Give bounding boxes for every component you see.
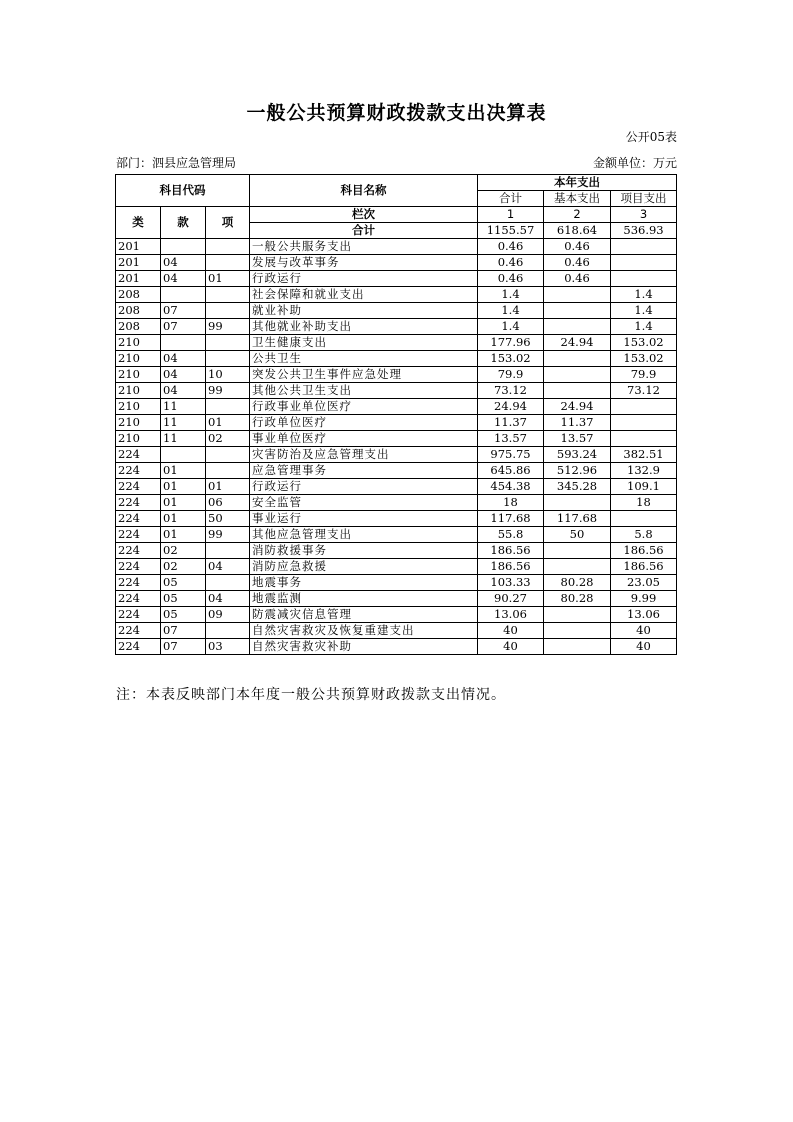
row-total: 73.12	[478, 383, 544, 399]
row-project: 13.06	[611, 607, 677, 623]
expenditure-table	[115, 174, 677, 655]
row-lei-code: 210	[116, 399, 161, 415]
row-basic: 593.24	[544, 447, 611, 463]
row-total: 103.33	[478, 575, 544, 591]
table-row	[116, 543, 677, 559]
row-total: 0.46	[478, 271, 544, 287]
row-subject-name: 事业运行	[250, 511, 478, 527]
row-subject-name: 社会保障和就业支出	[250, 287, 478, 303]
row-xiang-code	[206, 575, 250, 591]
row-xiang-code: 99	[206, 383, 250, 399]
summary-project: 536.93	[611, 223, 677, 239]
table-row	[116, 559, 677, 575]
row-xiang-code	[206, 447, 250, 463]
row-xiang-code	[206, 239, 250, 255]
row-project: 109.1	[611, 479, 677, 495]
row-subject-name: 消防救援事务	[250, 543, 478, 559]
row-lei-code: 224	[116, 447, 161, 463]
row-total: 177.96	[478, 335, 544, 351]
row-lei-code: 210	[116, 335, 161, 351]
row-xiang-code: 06	[206, 495, 250, 511]
row-basic	[544, 303, 611, 319]
row-kuan-code: 05	[161, 575, 206, 591]
row-total: 1.4	[478, 287, 544, 303]
row-xiang-code: 10	[206, 367, 250, 383]
row-kuan-code: 01	[161, 495, 206, 511]
row-total: 645.86	[478, 463, 544, 479]
row-xiang-code: 01	[206, 479, 250, 495]
header-col-2: 2	[544, 207, 611, 223]
amount-unit-label: 金额单位：万元	[592, 156, 677, 170]
row-kuan-code: 07	[161, 303, 206, 319]
row-kuan-code: 01	[161, 511, 206, 527]
row-kuan-code	[161, 287, 206, 303]
table-row	[116, 303, 677, 319]
department-label: 部门：泗县应急管理局	[116, 156, 237, 170]
row-kuan-code: 05	[161, 607, 206, 623]
row-project: 73.12	[611, 383, 677, 399]
row-xiang-code	[206, 335, 250, 351]
row-project: 9.99	[611, 591, 677, 607]
row-total: 975.75	[478, 447, 544, 463]
row-kuan-code: 11	[161, 431, 206, 447]
row-subject-name: 行政单位医疗	[250, 415, 478, 431]
table-row	[116, 607, 677, 623]
row-basic: 24.94	[544, 335, 611, 351]
table-row	[116, 239, 677, 255]
table-row	[116, 367, 677, 383]
header-xiang: 项	[206, 207, 250, 239]
row-basic	[544, 559, 611, 575]
row-project: 18	[611, 495, 677, 511]
row-subject-name: 安全监管	[250, 495, 478, 511]
row-total: 186.56	[478, 543, 544, 559]
row-kuan-code	[161, 335, 206, 351]
row-project: 382.51	[611, 447, 677, 463]
row-kuan-code: 05	[161, 591, 206, 607]
row-kuan-code: 04	[161, 383, 206, 399]
row-lei-code: 210	[116, 367, 161, 383]
row-lei-code: 224	[116, 479, 161, 495]
row-xiang-code	[206, 399, 250, 415]
row-basic	[544, 383, 611, 399]
row-subject-name: 应急管理事务	[250, 463, 478, 479]
header-lei: 类	[116, 207, 161, 239]
row-xiang-code	[206, 255, 250, 271]
row-total: 117.68	[478, 511, 544, 527]
table-row	[116, 527, 677, 543]
table-row	[116, 271, 677, 287]
row-project	[611, 511, 677, 527]
row-subject-name: 行政事业单位医疗	[250, 399, 478, 415]
row-kuan-code: 04	[161, 271, 206, 287]
summary-basic: 618.64	[544, 223, 611, 239]
table-row	[116, 431, 677, 447]
row-subject-name: 其他公共卫生支出	[250, 383, 478, 399]
row-total: 79.9	[478, 367, 544, 383]
row-basic: 512.96	[544, 463, 611, 479]
row-total: 90.27	[478, 591, 544, 607]
header-col-3: 3	[611, 207, 677, 223]
row-basic	[544, 623, 611, 639]
row-subject-name: 自然灾害救灾补助	[250, 639, 478, 655]
row-total: 1.4	[478, 319, 544, 335]
row-lei-code: 224	[116, 559, 161, 575]
row-kuan-code	[161, 239, 206, 255]
row-xiang-code	[206, 463, 250, 479]
row-subject-name: 其他就业补助支出	[250, 319, 478, 335]
row-kuan-code: 04	[161, 351, 206, 367]
row-project: 1.4	[611, 287, 677, 303]
row-subject-name: 自然灾害救灾及恢复重建支出	[250, 623, 478, 639]
header-project: 项目支出	[611, 191, 677, 207]
row-kuan-code: 04	[161, 367, 206, 383]
row-total: 0.46	[478, 239, 544, 255]
table-row	[116, 479, 677, 495]
row-lei-code: 224	[116, 543, 161, 559]
row-basic: 24.94	[544, 399, 611, 415]
page-title: 一般公共预算财政拨款支出决算表	[246, 102, 547, 124]
row-lei-code: 208	[116, 319, 161, 335]
row-subject-name: 行政运行	[250, 271, 478, 287]
row-total: 153.02	[478, 351, 544, 367]
row-subject-name: 地震监测	[250, 591, 478, 607]
row-subject-name: 消防应急救援	[250, 559, 478, 575]
table-row	[116, 335, 677, 351]
row-lei-code: 208	[116, 303, 161, 319]
row-basic: 13.57	[544, 431, 611, 447]
row-basic: 11.37	[544, 415, 611, 431]
row-basic	[544, 639, 611, 655]
row-project: 40	[611, 639, 677, 655]
row-subject-name: 公共卫生	[250, 351, 478, 367]
row-basic	[544, 367, 611, 383]
table-row	[116, 255, 677, 271]
row-xiang-code	[206, 623, 250, 639]
row-basic	[544, 543, 611, 559]
row-total: 18	[478, 495, 544, 511]
row-kuan-code: 04	[161, 255, 206, 271]
row-project: 1.4	[611, 303, 677, 319]
row-project	[611, 399, 677, 415]
row-kuan-code: 02	[161, 559, 206, 575]
row-kuan-code: 01	[161, 527, 206, 543]
row-xiang-code: 01	[206, 415, 250, 431]
row-lei-code: 201	[116, 255, 161, 271]
row-project: 153.02	[611, 335, 677, 351]
row-basic	[544, 351, 611, 367]
row-subject-name: 防震减灾信息管理	[250, 607, 478, 623]
row-lei-code: 224	[116, 623, 161, 639]
header-subject-name: 科目名称	[250, 175, 478, 207]
table-row	[116, 415, 677, 431]
header-current-year: 本年支出	[478, 175, 677, 191]
row-xiang-code: 99	[206, 527, 250, 543]
row-project	[611, 271, 677, 287]
row-project: 23.05	[611, 575, 677, 591]
row-project: 153.02	[611, 351, 677, 367]
row-xiang-code: 99	[206, 319, 250, 335]
row-lei-code: 210	[116, 383, 161, 399]
row-project: 5.8	[611, 527, 677, 543]
row-total: 186.56	[478, 559, 544, 575]
header-column-order: 栏次	[250, 207, 478, 223]
table-row	[116, 511, 677, 527]
row-lei-code: 224	[116, 639, 161, 655]
row-basic: 0.46	[544, 271, 611, 287]
row-kuan-code: 07	[161, 319, 206, 335]
table-row	[116, 575, 677, 591]
row-basic	[544, 319, 611, 335]
row-project	[611, 415, 677, 431]
summary-label: 合计	[250, 223, 478, 239]
row-total: 1.4	[478, 303, 544, 319]
table-row	[116, 399, 677, 415]
row-lei-code: 224	[116, 511, 161, 527]
row-project	[611, 239, 677, 255]
table-row	[116, 639, 677, 655]
row-kuan-code	[161, 447, 206, 463]
table-row	[116, 319, 677, 335]
header-basic: 基本支出	[544, 191, 611, 207]
row-kuan-code: 07	[161, 639, 206, 655]
row-lei-code: 224	[116, 575, 161, 591]
row-xiang-code	[206, 543, 250, 559]
row-basic	[544, 287, 611, 303]
row-lei-code: 224	[116, 495, 161, 511]
row-subject-name: 灾害防治及应急管理支出	[250, 447, 478, 463]
row-lei-code: 208	[116, 287, 161, 303]
row-project	[611, 431, 677, 447]
row-lei-code: 224	[116, 463, 161, 479]
row-basic	[544, 607, 611, 623]
row-total: 55.8	[478, 527, 544, 543]
row-total: 40	[478, 623, 544, 639]
row-total: 13.06	[478, 607, 544, 623]
form-number: 公开05表	[625, 130, 677, 144]
row-project: 79.9	[611, 367, 677, 383]
row-kuan-code: 11	[161, 399, 206, 415]
row-xiang-code: 01	[206, 271, 250, 287]
row-xiang-code: 04	[206, 591, 250, 607]
row-subject-name: 其他应急管理支出	[250, 527, 478, 543]
header-kuan: 款	[161, 207, 206, 239]
row-total: 454.38	[478, 479, 544, 495]
row-basic: 50	[544, 527, 611, 543]
header-col-1: 1	[478, 207, 544, 223]
row-project: 1.4	[611, 319, 677, 335]
table-row	[116, 287, 677, 303]
row-basic: 0.46	[544, 239, 611, 255]
row-total: 11.37	[478, 415, 544, 431]
row-xiang-code: 02	[206, 431, 250, 447]
row-subject-name: 地震事务	[250, 575, 478, 591]
table-note: 注：本表反映部门本年度一般公共预算财政拨款支出情况。	[116, 687, 506, 703]
row-project: 40	[611, 623, 677, 639]
header-total: 合计	[478, 191, 544, 207]
row-basic: 117.68	[544, 511, 611, 527]
row-project: 186.56	[611, 543, 677, 559]
row-kuan-code: 07	[161, 623, 206, 639]
row-lei-code: 210	[116, 431, 161, 447]
row-kuan-code: 01	[161, 479, 206, 495]
row-total: 0.46	[478, 255, 544, 271]
row-xiang-code: 09	[206, 607, 250, 623]
row-basic	[544, 495, 611, 511]
row-basic: 80.28	[544, 575, 611, 591]
row-project: 132.9	[611, 463, 677, 479]
row-subject-name: 行政运行	[250, 479, 478, 495]
row-xiang-code: 03	[206, 639, 250, 655]
row-subject-name: 突发公共卫生事件应急处理	[250, 367, 478, 383]
row-lei-code: 224	[116, 591, 161, 607]
row-lei-code: 210	[116, 351, 161, 367]
row-xiang-code: 50	[206, 511, 250, 527]
row-subject-name: 事业单位医疗	[250, 431, 478, 447]
row-subject-name: 就业补助	[250, 303, 478, 319]
table-row	[116, 495, 677, 511]
header-subject-code: 科目代码	[116, 175, 250, 207]
table-row	[116, 463, 677, 479]
table-row	[116, 591, 677, 607]
table-row	[116, 447, 677, 463]
row-project	[611, 255, 677, 271]
row-xiang-code	[206, 303, 250, 319]
row-basic: 345.28	[544, 479, 611, 495]
table-row	[116, 623, 677, 639]
row-project: 186.56	[611, 559, 677, 575]
row-total: 40	[478, 639, 544, 655]
row-basic: 80.28	[544, 591, 611, 607]
row-subject-name: 卫生健康支出	[250, 335, 478, 351]
row-lei-code: 201	[116, 239, 161, 255]
row-xiang-code: 04	[206, 559, 250, 575]
row-xiang-code	[206, 351, 250, 367]
summary-total: 1155.57	[478, 223, 544, 239]
row-lei-code: 224	[116, 527, 161, 543]
row-kuan-code: 11	[161, 415, 206, 431]
row-lei-code: 210	[116, 415, 161, 431]
row-total: 13.57	[478, 431, 544, 447]
row-kuan-code: 01	[161, 463, 206, 479]
row-total: 24.94	[478, 399, 544, 415]
table-row	[116, 383, 677, 399]
row-subject-name: 一般公共服务支出	[250, 239, 478, 255]
table-row	[116, 351, 677, 367]
row-basic: 0.46	[544, 255, 611, 271]
row-subject-name: 发展与改革事务	[250, 255, 478, 271]
row-lei-code: 224	[116, 607, 161, 623]
row-lei-code: 201	[116, 271, 161, 287]
row-kuan-code: 02	[161, 543, 206, 559]
row-xiang-code	[206, 287, 250, 303]
